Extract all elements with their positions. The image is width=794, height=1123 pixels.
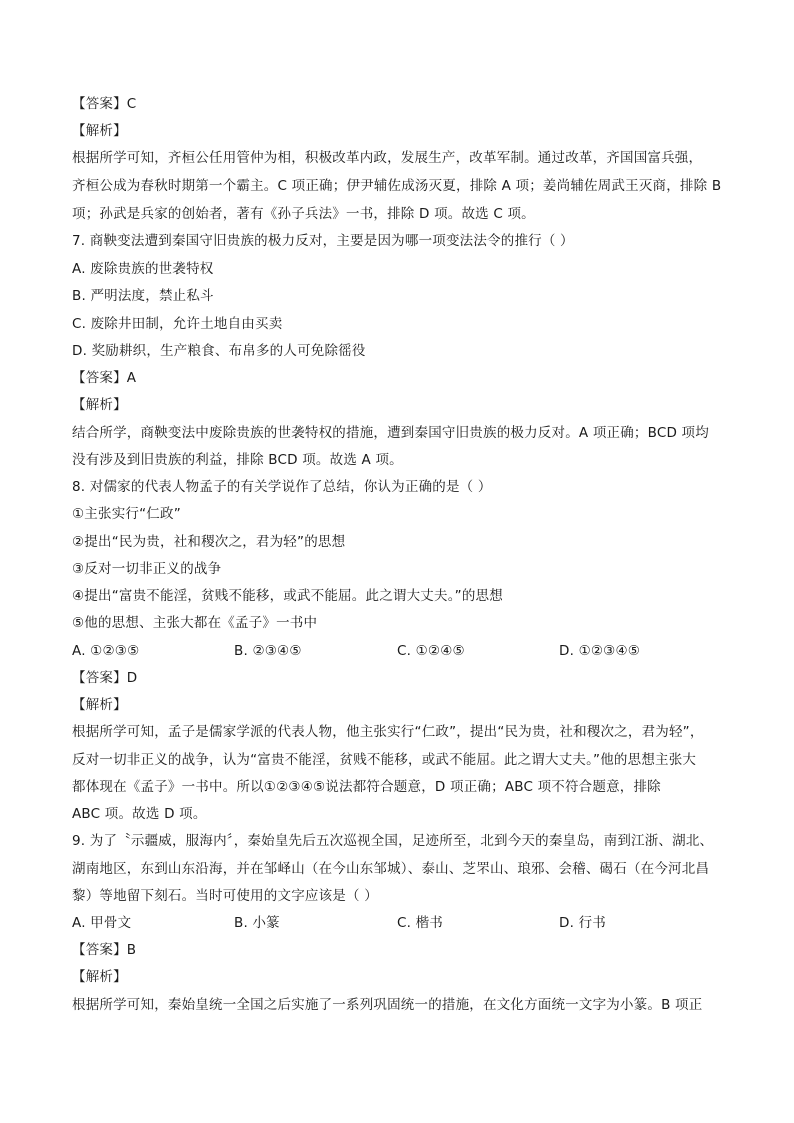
answer-label-q6: 【答案】C — [72, 96, 137, 112]
question-9-stem-line1: 9. 为了〝示疆威，服海内〞，秦始皇先后五次巡视全国，足迹所至，北到今天的秦皇岛，南到江浙、湖北、 — [72, 833, 714, 849]
question-8-item-1: ①主张实行“仁政” — [72, 506, 181, 522]
question-9-stem-line3: 黎）等地留下刻石。当时可使用的文字应该是（ ） — [72, 888, 378, 904]
analysis-text-q6-line2: 齐桓公成为春秋时期第一个霸主。C 项正确；伊尹辅佐成汤灭夏，排除 A 项；姜尚辅佐周武王灭商，排除 B — [72, 178, 722, 194]
analysis-label-q6: 【解析】 — [72, 123, 127, 139]
question-9-option-b: B. 小篆 — [234, 915, 280, 931]
analysis-text-q6-line1: 根据所学可知，齐桓公任用管仲为相，积极改革内政，发展生产，改革军制。通过改革，齐国国富兵强， — [72, 150, 703, 166]
question-8-option-b: B. ②③④⑤ — [234, 643, 302, 659]
analysis-text-q6-line3: 项；孙武是兵家的创始者，著有《孙子兵法》一书，排除 D 项。故选 C 项。 — [72, 206, 535, 222]
question-8-option-a: A. ①②③⑤ — [72, 643, 140, 659]
question-9-stem-line2: 湖南地区，东到山东沿海，并在邹峄山（在今山东邹城）、泰山、芝罘山、琅邪、会稽、碣石（在今河北昌 — [72, 861, 710, 877]
analysis-text-q8-line1: 根据所学可知，孟子是儒家学派的代表人物，他主张实行“仁政”，提出“民为贵，社和稷次之，君为轻”， — [72, 724, 704, 740]
analysis-text-q8-line4: ABC 项。故选 D 项。 — [72, 806, 207, 822]
question-8-item-5: ⑤他的思想、主张大都在《孟子》一书中 — [72, 615, 318, 631]
analysis-label-q7: 【解析】 — [72, 397, 127, 413]
question-8-item-4: ④提出“富贵不能淫，贫贱不能移，或武不能屈。此之谓大丈夫。”的思想 — [72, 588, 503, 604]
analysis-text-q9-line1: 根据所学可知，秦始皇统一全国之后实施了一系列巩固统一的措施，在文化方面统一文字为小篆。B 项正 — [72, 997, 703, 1013]
analysis-text-q7-line1: 结合所学，商鞅变法中废除贵族的世袭特权的措施，遭到秦国守旧贵族的极力反对。A 项正确；BCD 项均 — [72, 425, 709, 441]
question-7-option-c: C. 废除井田制，允许土地自由买卖 — [72, 316, 283, 332]
question-8-option-c: C. ①②④⑤ — [397, 643, 465, 659]
answer-label-q8: 【答案】D — [72, 670, 138, 686]
question-7-option-b: B. 严明法度，禁止私斗 — [72, 288, 214, 304]
analysis-text-q8-line3: 都体现在《孟子》一书中。所以①②③④⑤说法都符合题意，D 项正确；ABC 项不符合题意，排除 — [72, 779, 661, 795]
question-8-stem: 8. 对儒家的代表人物孟子的有关学说作了总结，你认为正确的是（ ） — [72, 479, 492, 495]
question-9-options — [72, 914, 732, 932]
question-9-option-c: C. 楷书 — [397, 915, 444, 931]
question-8-option-d: D. ①②③④⑤ — [559, 643, 641, 659]
answer-label-q7: 【答案】A — [72, 370, 137, 386]
analysis-text-q8-line2: 反对一切非正义的战争，认为“富贵不能淫，贫贱不能移，或武不能屈。此之谓大丈夫。”他的思想主张大 — [72, 752, 697, 768]
analysis-text-q7-line2: 没有涉及到旧贵族的利益，排除 BCD 项。故选 A 项。 — [72, 452, 403, 468]
question-7-option-a: A. 废除贵族的世袭特权 — [72, 261, 214, 277]
question-9-option-d: D. 行书 — [559, 915, 606, 931]
question-9-option-a: A. 甲骨文 — [72, 915, 132, 931]
question-7-stem: 7. 商鞅变法遭到秦国守旧贵族的极力反对，主要是因为哪一项变法法令的推行（ ） — [72, 233, 574, 249]
question-8-item-3: ③反对一切非正义的战争 — [72, 561, 222, 577]
answer-label-q9: 【答案】B — [72, 942, 137, 958]
analysis-label-q9: 【解析】 — [72, 969, 127, 985]
question-7-option-d: D. 奖励耕织，生产粮食、布帛多的人可免除徭役 — [72, 343, 366, 359]
question-8-options — [72, 642, 732, 660]
analysis-label-q8: 【解析】 — [72, 697, 127, 713]
question-8-item-2: ②提出“民为贵，社和稷次之，君为轻”的思想 — [72, 534, 346, 550]
